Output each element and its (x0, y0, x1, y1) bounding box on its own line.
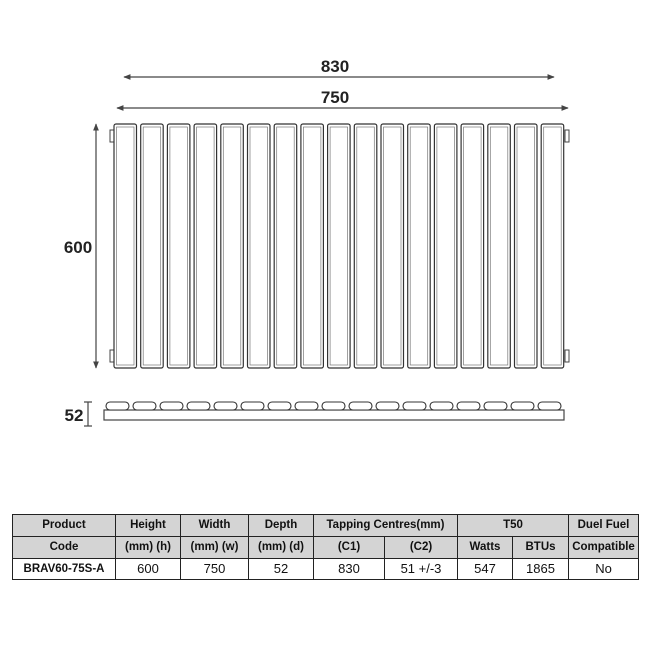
top-view-tube (106, 402, 129, 410)
top-view-tube (484, 402, 507, 410)
radiator-panel (515, 124, 538, 368)
radiator-panel (354, 124, 377, 368)
header-height: Height (116, 515, 181, 537)
top-view-tube (322, 402, 345, 410)
header-product: Product (13, 515, 116, 537)
depth-label: 52 (64, 406, 84, 425)
header-depth-unit: (mm) (d) (249, 537, 314, 559)
radiator-panel (194, 124, 217, 368)
cell-depth: 52 (249, 559, 314, 580)
top-view-tube (214, 402, 237, 410)
radiator-panel (141, 124, 164, 368)
top-view-tube (538, 402, 561, 410)
cell-width: 750 (181, 559, 249, 580)
overall-width-label: 830 (320, 57, 350, 76)
radiator-panel (167, 124, 190, 368)
header-depth: Depth (249, 515, 314, 537)
header-height-unit: (mm) (h) (116, 537, 181, 559)
top-view-tube (133, 402, 156, 410)
table-row (13, 559, 639, 580)
radiator-panel (328, 124, 351, 368)
panel-width-label: 750 (320, 88, 350, 107)
top-view-tube (160, 402, 183, 410)
radiator-panel (488, 124, 511, 368)
cell-compatible: No (569, 559, 639, 580)
header-width: Width (181, 515, 249, 537)
header-width-unit: (mm) (w) (181, 537, 249, 559)
top-view-tube (511, 402, 534, 410)
top-view-tube (241, 402, 264, 410)
header-duel-fuel: Duel Fuel (569, 515, 639, 537)
radiator-top-view (104, 402, 564, 420)
radiator-panel (221, 124, 244, 368)
cell-c2: 51 +/-3 (385, 559, 458, 580)
top-view-tube (349, 402, 372, 410)
radiator-panel (434, 124, 457, 368)
cell-btus: 1865 (513, 559, 569, 580)
radiator-panel (408, 124, 431, 368)
header-tapping-centres: Tapping Centres(mm) (314, 515, 458, 537)
header-t50: T50 (458, 515, 569, 537)
header-compatible: Compatible (569, 537, 639, 559)
cell-c1: 830 (314, 559, 385, 580)
cell-product-code: BRAV60-75S-A (13, 559, 116, 580)
top-view-tube (430, 402, 453, 410)
radiator-panel (461, 124, 484, 368)
header-c2: (C2) (385, 537, 458, 559)
radiator-front-view (110, 124, 569, 368)
radiator-panel (301, 124, 324, 368)
header-watts: Watts (458, 537, 513, 559)
top-view-tube (268, 402, 291, 410)
top-view-tube (457, 402, 480, 410)
header-c1: (C1) (314, 537, 385, 559)
radiator-panel (541, 124, 564, 368)
top-view-tube (187, 402, 210, 410)
radiator-panel (381, 124, 404, 368)
radiator-panel (274, 124, 297, 368)
height-label: 600 (63, 238, 93, 257)
top-view-tube (376, 402, 399, 410)
top-view-tube (295, 402, 318, 410)
header-btus: BTUs (513, 537, 569, 559)
header-code: Code (13, 537, 116, 559)
table-header-row-1 (13, 515, 639, 537)
spec-table (12, 514, 639, 580)
cell-watts: 547 (458, 559, 513, 580)
radiator-panel (248, 124, 271, 368)
top-view-tube (403, 402, 426, 410)
cell-height: 600 (116, 559, 181, 580)
table-header-row-2 (13, 537, 639, 559)
radiator-panel (114, 124, 137, 368)
